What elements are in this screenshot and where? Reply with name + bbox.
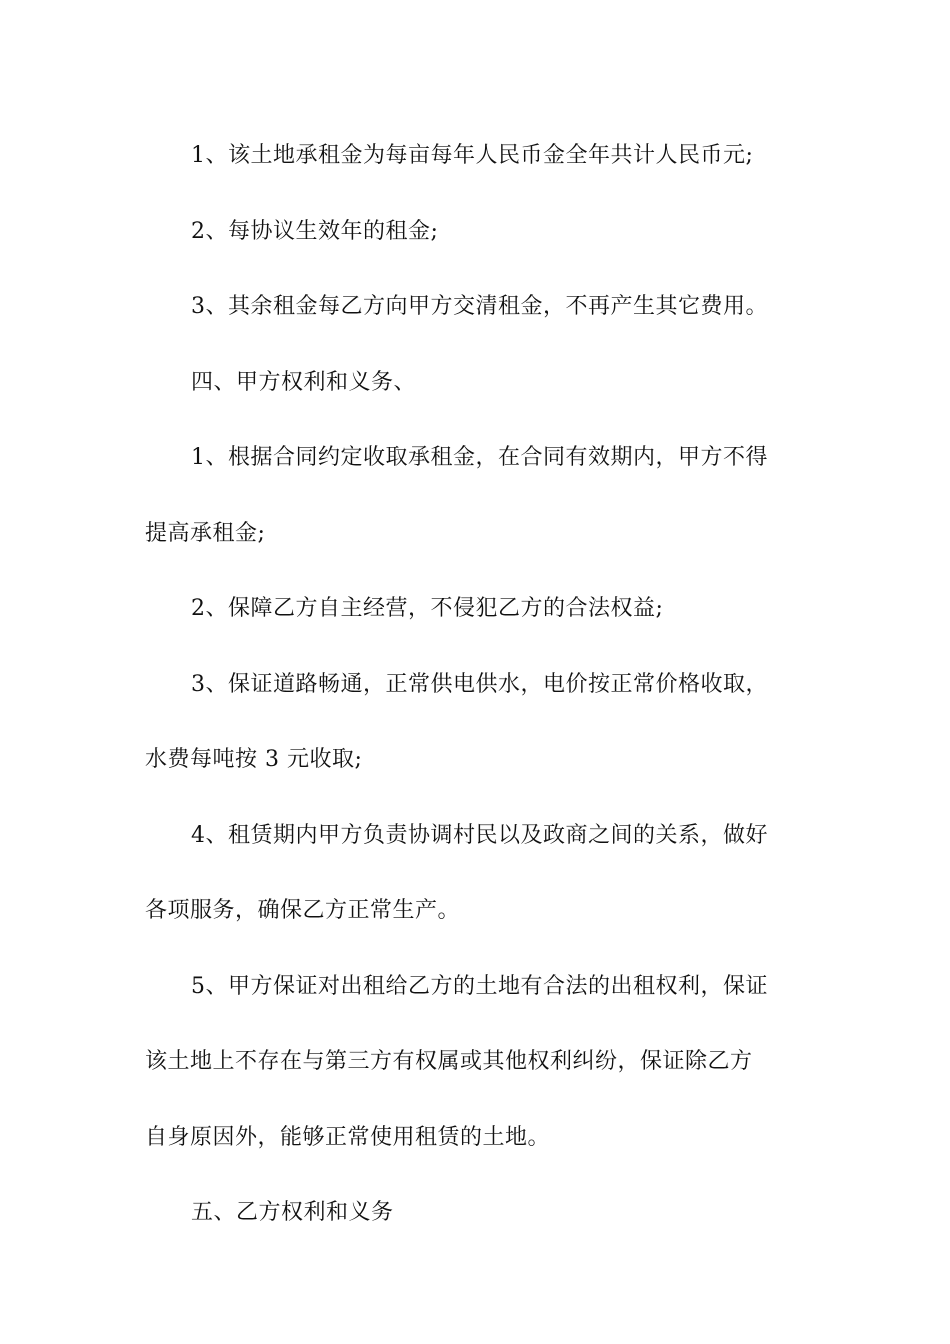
clause-remaining-rent — [145, 269, 810, 345]
text-line: 各项服务，确保乙方正常生产。 — [145, 898, 461, 923]
clause-rent-per-agreement — [145, 194, 810, 270]
clause-party-a-2 — [145, 571, 810, 647]
text-line: 四、甲方权利和义务、 — [191, 369, 417, 395]
text-line: 1、根据合同约定收取承租金，在合同有效期内，甲方不得 — [191, 445, 768, 470]
text-line: 3、保证道路畅通，正常供电供水，电价按正常价格收取， — [191, 671, 768, 697]
text-line: 提高承租金; — [145, 520, 266, 546]
text-line: 2、保障乙方自主经营，不侵犯乙方的合法权益; — [191, 596, 664, 621]
text-line: 水费每吨按 3 元收取; — [145, 747, 363, 772]
text-line: 该土地上不存在与第三方有权属或其他权利纠纷，保证除乙方 — [145, 1049, 753, 1074]
text-line: 自身原因外，能够正常使用租赁的土地。 — [145, 1124, 551, 1150]
clause-party-a-4 — [145, 798, 810, 949]
text-line: 5、甲方保证对出租给乙方的土地有合法的出租权利，保证 — [191, 973, 768, 999]
text-line: 3、其余租金每乙方向甲方交清租金，不再产生其它费用。 — [191, 294, 768, 319]
clause-party-a-5 — [145, 949, 810, 1176]
document-body — [145, 118, 810, 1251]
clause-party-a-3 — [145, 647, 810, 798]
section-heading-party-b — [145, 1175, 810, 1251]
text-line: 2、每协议生效年的租金; — [191, 218, 439, 244]
clause-rent-amount — [145, 118, 810, 194]
text-line: 4、租赁期内甲方负责协调村民以及政商之间的关系，做好 — [191, 822, 768, 848]
clause-party-a-1 — [145, 420, 810, 571]
section-heading-party-a — [145, 345, 810, 421]
text-line: 五、乙方权利和义务 — [191, 1200, 394, 1225]
text-line: 1、该土地承租金为每亩每年人民币金全年共计人民币元; — [191, 143, 754, 168]
